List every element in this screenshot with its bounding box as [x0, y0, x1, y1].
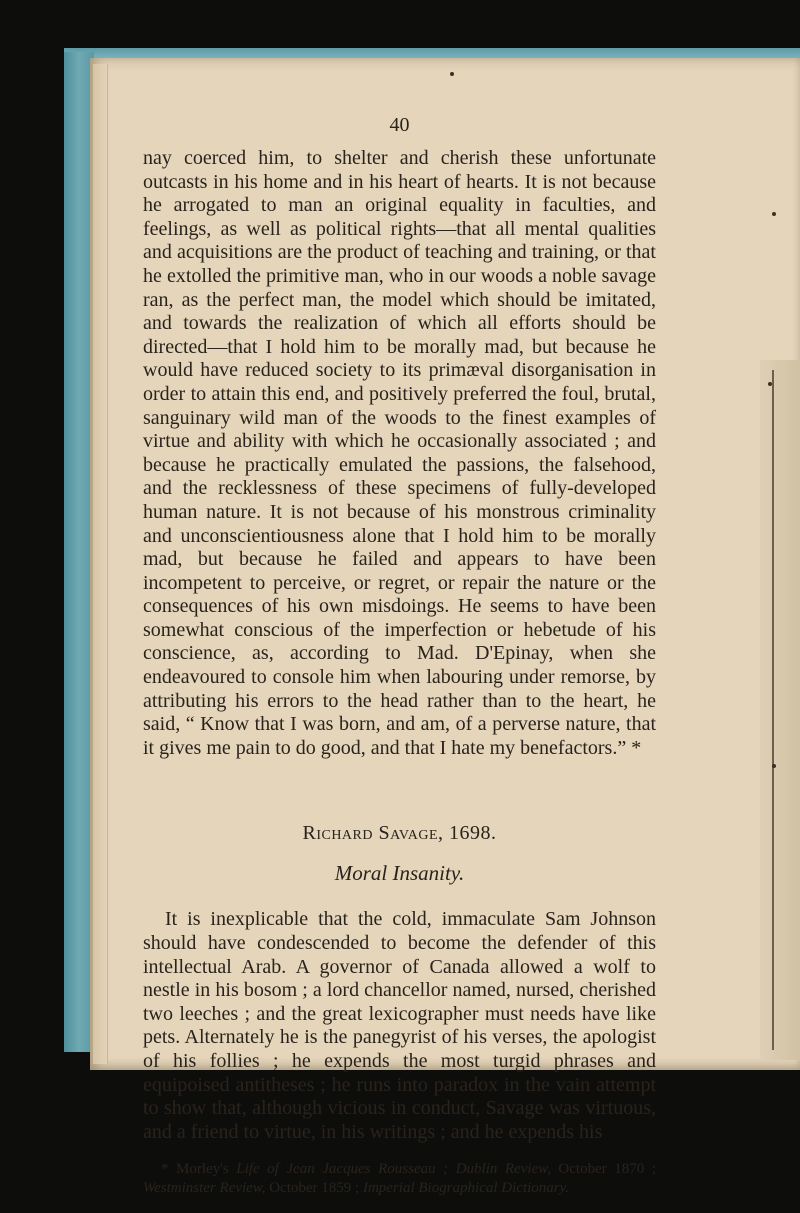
page-number: 40 — [389, 114, 410, 136]
section-heading: Richard Savage, 1698. — [302, 822, 497, 845]
page-speck — [772, 764, 776, 768]
page-gutter-edge — [92, 64, 108, 1064]
footnote — [143, 1160, 656, 1198]
footnote-title: Life of Jean Jacques Rousseau ; — [236, 1161, 449, 1178]
footnote-title: Westminster Review, — [143, 1180, 266, 1197]
footnote-text: October 1870 ; — [550, 1161, 656, 1178]
footnote-title: Dublin Review, — [455, 1161, 551, 1178]
body-paragraph: nay coerced him, to shelter and cherish these unfortunate outcasts in his home and in his heart of hearts. It is not because he arrogated to man an original equality in faculties, and feelings, as well as political rights—that all mental qualities and acquisitions are the product of teaching and training, or that he extolled the primitive man, who in our woods a noble savage ran, as the perfect man, the model which should be imitated, and towards the realization of which all efforts should be directed—that I hold him to be morally mad, but because he would have reduced society to its primæval disorganisation in order to attain this end, and positively preferred the foul, brutal, sanguinary wild man of the woods to the finest examples of virtue and ability with which he occasionally associated ; and because he practically emulated the passions, the falsehood, and the recklessness of these specimens of fully-developed human nature. It is not because of his monstrous criminality and unconscientiousness alone that I hold him to be morally mad, but because he failed and appears to have been incompetent to perceive, or regret, or repair the nature or the consequences of his own misdoings. He seems to have been somewhat conscious of the imperfection or hebetude of his conscience, as, according to Mad. D'Epinay, when she endeavoured to console him when labouring under remorse, by attributing his errors to the head rather than to the heart, he said, “ Know that I was born, and am, of a perverse nature, that it gives me pain to do good, and that I hate my benefactors.” * — [143, 147, 656, 759]
footnote-text: October 1859 ; — [265, 1180, 363, 1197]
footnote-marker: * Morley's — [161, 1161, 237, 1178]
page-speck — [768, 382, 772, 386]
page-speck — [772, 212, 776, 216]
body-paragraph: It is inexplicable that the cold, immaculate Sam Johnson should have condescended to become the defender of this intellectual Arab. A governor of Canada allowed a wolf to nestle in his bosom ; a lord chancellor named, nursed, cherished two leeches ; and the great lexicographer must needs have like pets. Alternately he is the panegyrist of his verses, the apologist of his follies ; he expends the most turgid phrases and equipoised antitheses ; he runs into paradox in the vain attempt to show that, although vicious in conduct, Savage was virtuous, and a friend to virtue, in his writings ; and he expends his — [143, 908, 656, 1143]
page-speck — [450, 72, 454, 76]
section-subheading: Moral Insanity. — [334, 861, 465, 886]
footnote-separator — [448, 1161, 456, 1177]
footnote-title: Imperial Biographical Dictionary. — [362, 1180, 570, 1197]
book-cover-top-edge — [64, 48, 800, 58]
page-text-block — [143, 114, 656, 1213]
page-right-edge — [760, 360, 800, 1060]
page-right-fold-line — [772, 370, 774, 1050]
